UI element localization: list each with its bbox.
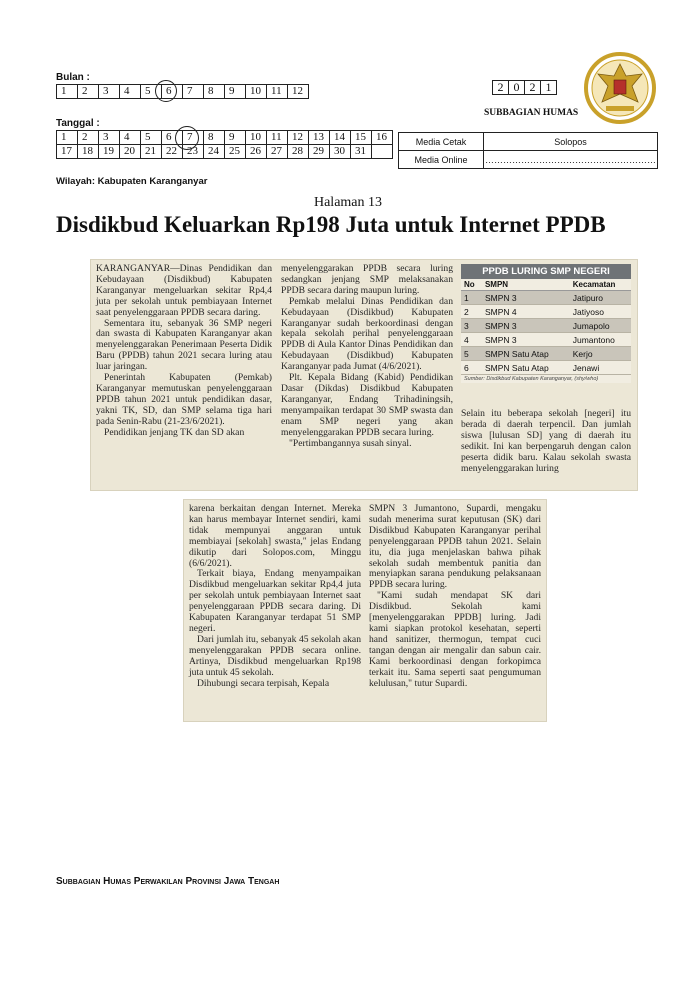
article-col-5 (369, 504, 541, 689)
ppdb-cell-5-2: Jenawi (570, 361, 631, 375)
year-digit-2: 2 (525, 81, 541, 95)
tanggal-cell-7: 7 (183, 131, 204, 145)
footer-label: Subbagian Humas Perwakilan Provinsi Jawa Tengah (56, 876, 280, 887)
ppdb-row (461, 291, 631, 305)
tanggal-cell-23: 23 (183, 145, 204, 159)
ppdb-table-box (461, 264, 631, 383)
col1-p2: Sementara itu, sebanyak 36 SMP negeri dan swasta di Kabupaten Karanganyar akan menyelenggarakan Penerimaan Peserta Didik Baru (PPDB) tahun 2021 secara luring atau luar jaringan. (96, 317, 272, 373)
media-cetak-value: Solopos (484, 133, 658, 151)
year-digit-3: 1 (541, 81, 557, 95)
col4-p1: karena berkaitan dengan Internet. Mereka kan harus membayar Internet sendiri, kami tidak mempunyai anggaran untuk membiayai [sekolah] swasta," jelas Endang dikutip dari Solopos.com, Minggu (6/6/2021). (189, 503, 361, 569)
ppdb-table-title: PPDB LURING SMP NEGERI (461, 264, 631, 279)
bulan-grid (56, 84, 309, 99)
ppdb-cell-4-0: 5 (461, 347, 482, 361)
tanggal-cell-20: 20 (120, 145, 141, 159)
tanggal-cell-22: 22 (162, 145, 183, 159)
tanggal-cell-15: 15 (351, 131, 372, 145)
ppdb-cell-3-2: Jumantono (570, 333, 631, 347)
tanggal-cell-25: 25 (225, 145, 246, 159)
bulan-cell-8: 8 (204, 85, 225, 99)
ppdb-cell-4-2: Kerjo (570, 347, 631, 361)
ppdb-table (461, 279, 631, 375)
article-col-4 (189, 504, 361, 689)
tanggal-cell-13: 13 (309, 131, 330, 145)
col1-p1: KARANGANYAR—Dinas Pendidikan dan Kebudayaan (Disdikbud) Kabupaten Karanganyar mengeluarkan sekitar Rp4,4 juta per sekolah untuk pembiayaan Internet saat penyelenggaraan PPDB secara daring. (96, 263, 272, 318)
bulan-cell-4: 4 (120, 85, 141, 99)
tanggal-cell-5: 5 (141, 131, 162, 145)
ppdb-table-source: Sumber: Disdikbud Kabupaten Karanganyar, (shy/who) (464, 376, 599, 382)
tanggal-cell-30: 30 (330, 145, 351, 159)
col2-p2: Pemkab melalui Dinas Pendidikan dan Kebudayaan (Disdikbud) Kabupaten Karanganyar sudah berkoordinasi dengan kepala sekolah perihal penyelenggaraan PPDB di Aula Kantor Dinas Pendidikan dan Kebudayaan (Disdikbud) Kabupaten Karanganyar pada Jumat (4/6/2021). (281, 295, 453, 373)
tanggal-label: Tanggal : (56, 118, 100, 129)
col5-p2: "Kami sudah mendapat SK dari Disdikbud. Sekolah kami [menyelenggarakan PPDB] luring. Jadi kami siapkan protokol kesehatan, seperti hand sanitizer, thermogun, tempat cuci tangan dengan air mengalir dan sabun cair. Kami berkoordinasi dengan forkopimca terkait itu. Sama seperti saat pengumuman kelulusan," tutur Supardi. (369, 590, 541, 689)
ppdb-cell-4-1: SMPN Satu Atap (482, 347, 570, 361)
tanggal-cell-6: 6 (162, 131, 183, 145)
media-online-value: ………………………………………………… (484, 151, 658, 169)
ppdb-header-0: No (461, 279, 482, 291)
tanggal-cell-3: 3 (99, 131, 120, 145)
ppdb-cell-0-1: SMPN 3 (482, 291, 570, 305)
bulan-cell-11: 11 (267, 85, 288, 99)
bulan-cell-6: 6 (162, 85, 183, 99)
col2-p4: "Pertimbangannya susah sinyal. (289, 437, 412, 449)
bulan-cell-5: 5 (141, 85, 162, 99)
tanggal-cell-16: 16 (372, 131, 393, 145)
ppdb-cell-5-0: 6 (461, 361, 482, 375)
garuda-emblem-icon (584, 52, 656, 126)
wilayah-label: Wilayah: Kabupaten Karanganyar (56, 176, 208, 187)
col1-p3: Penerintah Kabupaten (Pemkab) Karanganyar memutuskan penyelenggaraan PPDB tahun 2021 untuk pendidikan dasar, yakni TK, SD, dan SMP selama tiga hari pada Senin-Rabu (21-23/6/2021). (96, 372, 272, 427)
tanggal-cell-11: 11 (267, 131, 288, 145)
tanggal-cell-31: 31 (351, 145, 372, 159)
col4-p4: Dihubungi secara terpisah, Kepala (197, 677, 330, 689)
tanggal-cell-19: 19 (99, 145, 120, 159)
ppdb-row (461, 347, 631, 361)
clipping-bottom (183, 499, 547, 722)
tanggal-cell-28: 28 (288, 145, 309, 159)
tanggal-cell-empty (372, 145, 393, 159)
bulan-cell-3: 3 (99, 85, 120, 99)
tanggal-cell-1: 1 (57, 131, 78, 145)
col3-p1: Selain itu beberapa sekolah [negeri] itu berada di daerah terpencil. Dan jumlah siswa [lulusan SD] yang di daerah itu sedikit. Ini kan berpengaruh dengan calon peserta didik baru. Kalau sekolah swasta menyelenggarakan luring (461, 408, 631, 474)
ppdb-header-2: Kecamatan (570, 279, 631, 291)
bulan-selected-circle (155, 80, 177, 102)
media-table (398, 132, 658, 169)
tanggal-cell-17: 17 (57, 145, 78, 159)
tanggal-cell-9: 9 (225, 131, 246, 145)
tanggal-cell-27: 27 (267, 145, 288, 159)
col2-p1: menyelenggarakan PPDB secara luring sedangkan jenjang SMP melaksanakan PPDB secara daring maupun luring. (281, 263, 453, 296)
tanggal-cell-26: 26 (246, 145, 267, 159)
bulan-cell-9: 9 (225, 85, 246, 99)
tanggal-cell-8: 8 (204, 131, 225, 145)
media-cetak-label: Media Cetak (399, 133, 484, 151)
garuda-logo (584, 52, 656, 126)
col5-p1: SMPN 3 Jumantono, Supardi, mengaku sudah menerima surat keputusan (SK) dari Disdikbud Kabupaten Karanganyar perihal penyelenggaraan PPDB tahun 2021. Selain itu, dia juga menjelaskan bahwa pihak sekolah sudah membentuk panitia dan menyiapkan sarana pendukung pelaksanaan PPDB secara luring. (369, 503, 541, 591)
ppdb-cell-3-1: SMPN 3 (482, 333, 570, 347)
tanggal-cell-21: 21 (141, 145, 162, 159)
ppdb-cell-1-0: 2 (461, 305, 482, 319)
bulan-cell-7: 7 (183, 85, 204, 99)
subbagian-label: SUBBAGIAN HUMAS (484, 108, 579, 118)
ppdb-header-1: SMPN (482, 279, 570, 291)
ppdb-cell-1-2: Jatiyoso (570, 305, 631, 319)
article-col-1 (96, 264, 272, 439)
ppdb-row (461, 305, 631, 319)
ppdb-cell-5-1: SMPN Satu Atap (482, 361, 570, 375)
tanggal-grid (56, 130, 393, 159)
ppdb-row (461, 319, 631, 333)
ppdb-cell-0-0: 1 (461, 291, 482, 305)
tanggal-cell-4: 4 (120, 131, 141, 145)
ppdb-cell-1-1: SMPN 4 (482, 305, 570, 319)
halaman-label: Halaman 13 (313, 195, 383, 210)
tanggal-cell-2: 2 (78, 131, 99, 145)
bulan-cell-2: 2 (78, 85, 99, 99)
ppdb-cell-3-0: 4 (461, 333, 482, 347)
tanggal-cell-12: 12 (288, 131, 309, 145)
year-digit-1: 0 (509, 81, 525, 95)
bulan-cell-1: 1 (57, 85, 78, 99)
col2-p3: Plt. Kepala Bidang (Kabid) Pendidikan Dasar (Dikdas) Disdikbud Kabupaten Karanganyar, Endang Trihadiningsih, menyampaikan terdapat 30 SMP swasta dan enam SMP negeri yang akan menyelenggarakan PPDB secara luring. (281, 372, 453, 438)
media-online-label: Media Online (399, 151, 484, 169)
article-col-2 (281, 264, 453, 449)
tanggal-selected-circle (175, 126, 199, 150)
col4-p3: Dari jumlah itu, sebanyak 45 sekolah akan menyelenggarakan PPDB secara online. Artinya, Disdikbud mengeluarkan Rp198 juta untuk 45 sekolah. (189, 633, 361, 678)
bulan-label: Bulan : (56, 72, 90, 83)
ppdb-row (461, 361, 631, 375)
year-box (492, 80, 557, 95)
tanggal-cell-10: 10 (246, 131, 267, 145)
ppdb-row (461, 333, 631, 347)
bulan-cell-12: 12 (288, 85, 309, 99)
tanggal-cell-14: 14 (330, 131, 351, 145)
tanggal-cell-29: 29 (309, 145, 330, 159)
ppdb-cell-2-2: Jumapolo (570, 319, 631, 333)
ppdb-cell-2-0: 3 (461, 319, 482, 333)
headline: Disdikbud Keluarkan Rp198 Juta untuk Internet PPDB (56, 212, 606, 237)
tanggal-cell-24: 24 (204, 145, 225, 159)
year-digit-0: 2 (493, 81, 509, 95)
article-col-3 (461, 409, 631, 474)
col4-p2: Terkait biaya, Endang menyampaikan Disdikbud mengeluarkan sekitar Rp4,4 juta per sekolah untuk pembiayaan Internet saat penyelenggaraan PPDB secara daring. Di Kabupaten Karanganyar terdapat 51 SMP negeri. (189, 568, 361, 634)
clipping-top (90, 259, 638, 491)
tanggal-cell-18: 18 (78, 145, 99, 159)
ppdb-cell-0-2: Jatipuro (570, 291, 631, 305)
ppdb-cell-2-1: SMPN 3 (482, 319, 570, 333)
bulan-cell-10: 10 (246, 85, 267, 99)
col1-p4: Pendidikan jenjang TK dan SD akan (104, 426, 245, 438)
